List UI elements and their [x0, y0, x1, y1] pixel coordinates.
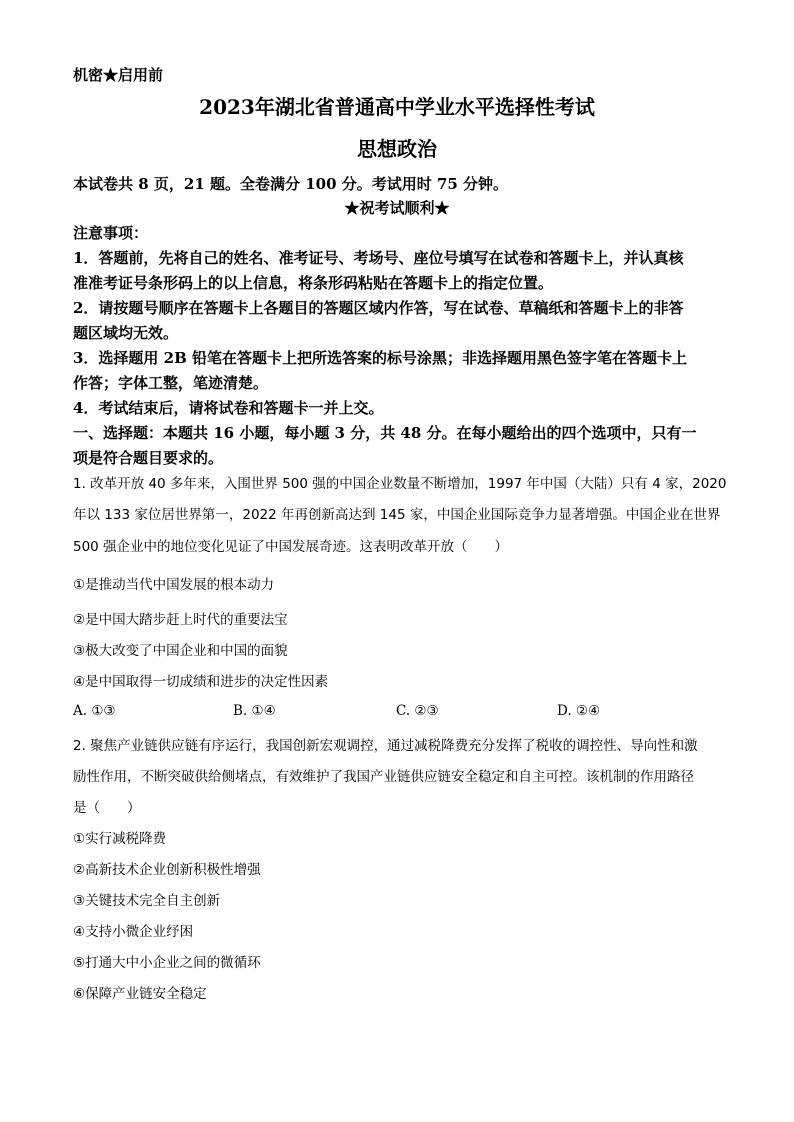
- section-heading: 项是符合题目要求的。: [73, 449, 224, 467]
- question-1-text: 年以 133 家位居世界第一，2022 年再创新高达到 145 家，中国企业国际竞争力显著增强。中国企业在世界: [73, 507, 721, 523]
- question-2-text: 是（ ）: [73, 800, 141, 816]
- secret-label: 机密★启用前: [73, 66, 164, 84]
- question-2-statement: ④支持小微企业纾困: [73, 924, 194, 940]
- choice-c: C. ②③: [396, 703, 439, 719]
- question-2-statement: ①实行减税降费: [73, 831, 167, 847]
- good-luck-line: ★祝考试顺利★: [344, 199, 450, 217]
- section-heading: 一、选择题：本题共 16 小题，每小题 3 分，共 48 分。在每小题给出的四个选项中，只有一: [73, 424, 697, 442]
- question-2-statement: ⑤打通大中小企业之间的微循环: [73, 955, 261, 971]
- exam-title: 2023年湖北省普通高中学业水平选择性考试: [199, 95, 595, 119]
- notice-line: 题区域均无效。: [73, 324, 179, 342]
- question-2-statement: ⑥保障产业链安全稳定: [73, 986, 207, 1002]
- notice-line: 准准考证号条形码上的以上信息，将条形码粘贴在答题卡上的指定位置。: [73, 274, 554, 292]
- notice-line: 3．选择题用 2B 铅笔在答题卡上把所选答案的标号涂黑；非选择题用黑色签字笔在答题卡上: [73, 349, 688, 367]
- notice-heading: 注意事项：: [73, 224, 149, 242]
- question-1-statement: ①是推动当代中国发展的根本动力: [73, 577, 275, 593]
- notice-line: 作答；字体工整，笔迹清楚。: [73, 374, 269, 392]
- question-1-statement: ②是中国大踏步赶上时代的重要法宝: [73, 612, 288, 628]
- question-2-text: 2. 聚焦产业链供应链有序运行，我国创新宏观调控，通过减税降费充分发挥了税收的调控性、导向性和激: [73, 738, 698, 754]
- choice-a: A. ①③: [73, 703, 116, 719]
- question-1-statement: ④是中国取得一切成绩和进步的决定性因素: [73, 674, 329, 690]
- notice-line: 2．请按题号顺序在答题卡上各题目的答题区域内作答，写在试卷、草稿纸和答题卡上的非答: [73, 299, 684, 317]
- question-1-text: 500 强企业中的地位变化见证了中国发展奇迹。这表明改革开放（ ）: [73, 539, 509, 555]
- choice-d: D. ②④: [557, 703, 601, 719]
- choice-b: B. ①④: [233, 703, 276, 719]
- question-1-statement: ③极大改变了中国企业和中国的面貌: [73, 643, 288, 659]
- question-2-statement: ③关键技术完全自主创新: [73, 893, 221, 909]
- question-2-statement: ②高新技术企业创新积极性增强: [73, 862, 261, 878]
- subject-title: 思想政治: [357, 137, 437, 161]
- question-2-text: 励性作用，不断突破供给侧堵点，有效维护了我国产业链供应链安全稳定和自主可控。该机制的作用路径: [73, 769, 694, 785]
- notice-line: 4．考试结束后，请将试卷和答题卡一并上交。: [73, 399, 384, 417]
- exam-info-line: 本试卷共 8 页，21 题。全卷满分 100 分。考试用时 75 分钟。: [73, 175, 509, 193]
- question-1-text: 1. 改革开放 40 多年来，入围世界 500 强的中国企业数量不断增加，1997 年中国（大陆）只有 4 家，2020: [73, 476, 727, 492]
- notice-line: 1．答题前，先将自己的姓名、准考证号、考场号、座位号填写在试卷和答题卡上，并认真核: [73, 249, 684, 267]
